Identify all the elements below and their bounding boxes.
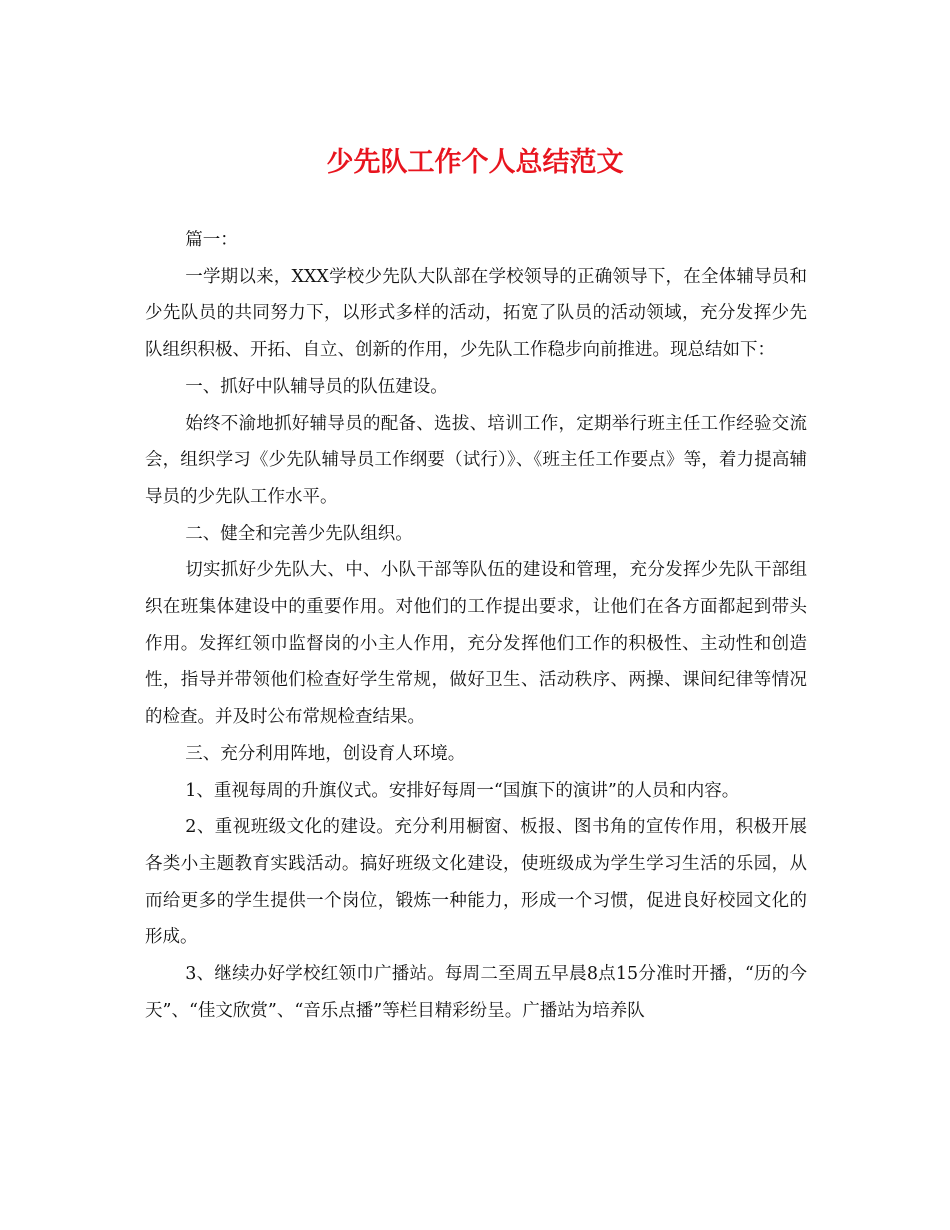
paragraph-section-1: 始终不渝地抓好辅导员的配备、选拔、培训工作，定期举行班主任工作经验交流会，组织学习《少先队辅导员工作纲要（试行）》、《班主任工作要点》等，着力提高辅导员的少先队工作水平。 — [145, 413, 807, 507]
list-item-2: 2、重视班级文化的建设。充分利用橱窗、板报、图书角的宣传作用，积极开展各类小主题教育实践活动。搞好班级文化建设，使班级成为学生学习生活的乐园，从而给更多的学生提供一个岗位，锻炼一种能力，形成一个习惯，促进良好校园文化的形成。 — [145, 817, 807, 948]
section-heading-3: 三、充分利用阵地，创设育人环境。 — [185, 743, 466, 764]
list-item-3: 3、继续办好学校红领巾广播站。每周二至周五早晨8点15分准时开播，“历的今天”、“佳文欣赏”、“音乐点播”等栏目精彩纷呈。广播站为培养队 — [145, 964, 807, 1021]
section-heading-1: 一、抓好中队辅导员的队伍建设。 — [185, 376, 448, 397]
document-body — [145, 222, 807, 1029]
paragraph-heading-part-one: 篇一： — [185, 230, 238, 250]
document-title: 少先队工作个人总结范文 — [326, 147, 624, 178]
paragraph-intro: 一学期以来，XXX学校少先队大队部在学校领导的正确领导下，在全体辅导员和少先队员的共同努力下，以形式多样的活动，拓宽了队员的活动领域，充分发挥少先队组织积极、开拓、自立、创新的作用，少先队工作稳步向前推进。现总结如下： — [145, 266, 807, 361]
list-item-1: 1、重视每周的升旗仪式。安排好每周一“国旗下的演讲”的人员和内容。 — [185, 780, 740, 801]
paragraph-section-2: 切实抓好少先队大、中、小队干部等队伍的建设和管理，充分发挥少先队干部组织在班集体建设中的重要作用。对他们的工作提出要求，让他们在各方面都起到带头作用。发挥红领巾监督岗的小主人作用，充分发挥他们工作的积极性、主动性和创造性，指导并带领他们检查好学生常规，做好卫生、活动秩序、两操、课间纪律等情况的检查。并及时公布常规检查结果。 — [145, 560, 807, 728]
section-heading-2: 二、健全和完善少先队组织。 — [185, 523, 413, 544]
